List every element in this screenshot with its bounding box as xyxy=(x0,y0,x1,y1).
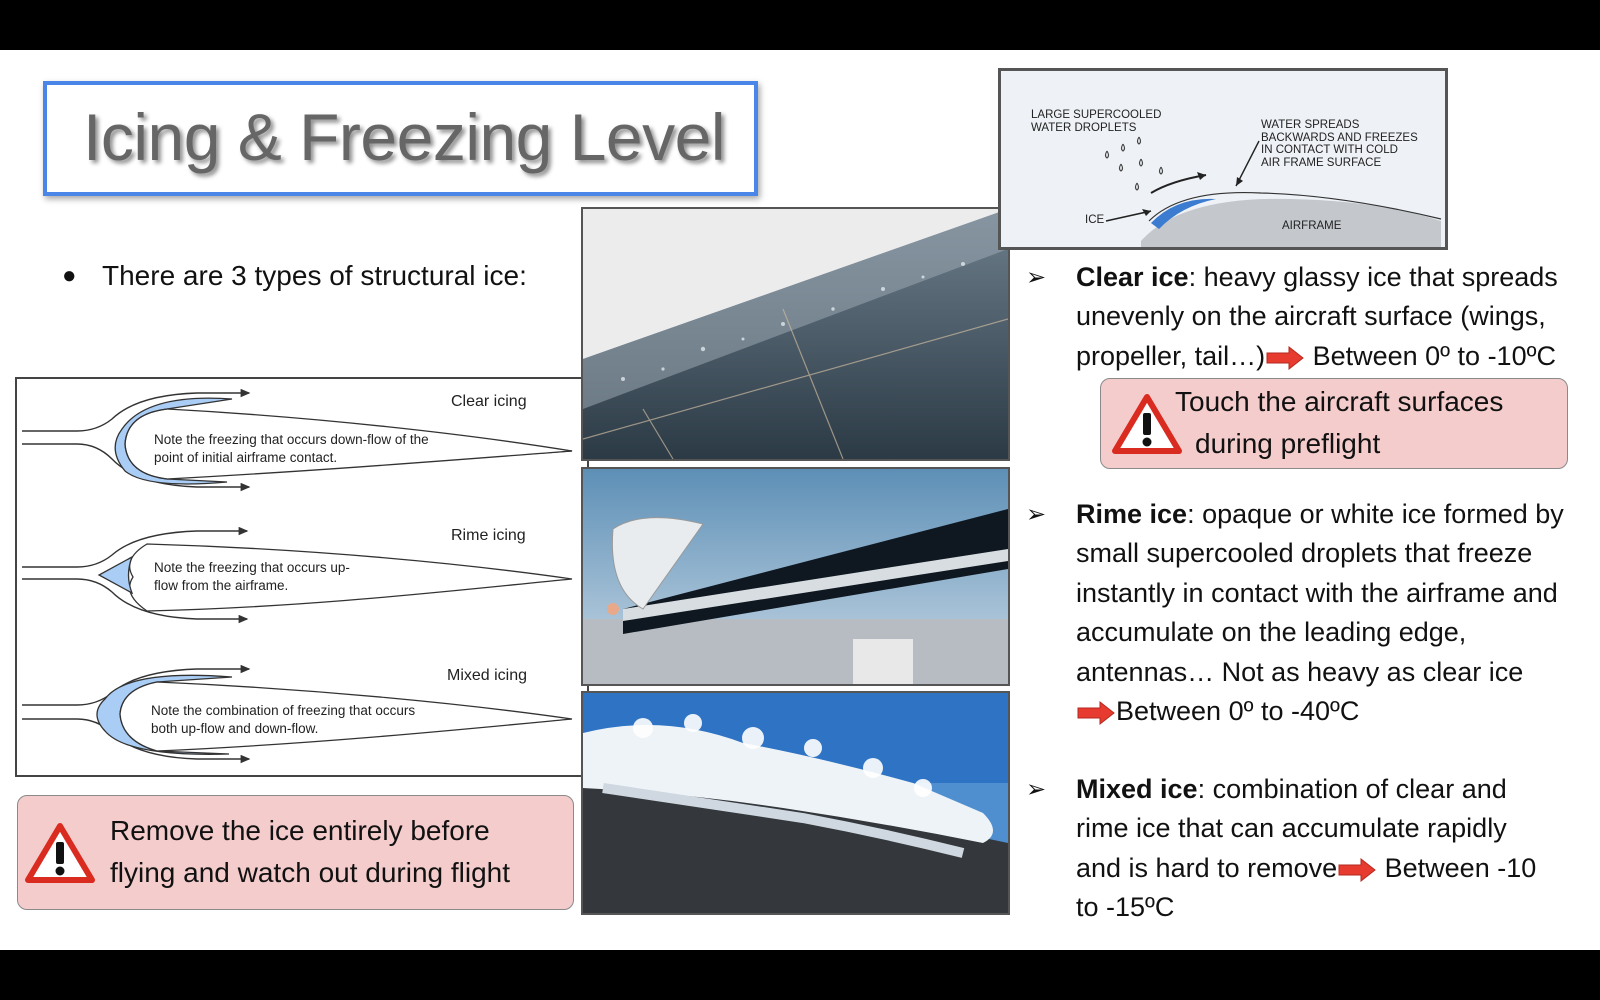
mixed-line-1 xyxy=(1076,770,1600,809)
touch-surfaces-line-1: Touch the aircraft surfaces xyxy=(1175,386,1504,417)
airframe-label: AIRFRAME xyxy=(1282,220,1342,232)
rime-icing-note xyxy=(154,559,350,595)
clear-note-line-2: point of initial airframe contact. xyxy=(154,450,338,465)
rime-line-1 xyxy=(1076,495,1600,534)
touch-surfaces-line-2: during preflight xyxy=(1195,428,1381,459)
rime-note-line-1: Note the freezing that occurs up- xyxy=(154,560,350,575)
remove-ice-text xyxy=(110,810,510,894)
clear-ice-term: Clear ice xyxy=(1076,262,1189,292)
mixed-text-3: and is hard to remove xyxy=(1076,852,1338,883)
rime-line-6 xyxy=(1076,692,1600,731)
rime-text-3: instantly in contact with the airframe and xyxy=(1076,577,1558,608)
mixed-line-3 xyxy=(1076,849,1600,888)
rime-note-line-2: flow from the airframe. xyxy=(154,578,289,593)
warning-icon xyxy=(24,822,96,884)
warning-icon xyxy=(1111,393,1183,455)
mixed-ice-term: Mixed ice xyxy=(1076,774,1198,804)
mixed-ice-photo xyxy=(581,691,1010,915)
clear-ice-body xyxy=(1076,258,1600,376)
rime-ice-body xyxy=(1076,495,1600,731)
mixed-range-2: to -15ºC xyxy=(1076,892,1175,923)
remove-ice-line-1: Remove the ice entirely before xyxy=(110,815,490,846)
clear-line-3 xyxy=(1076,337,1600,376)
red-arrow-icon xyxy=(1076,701,1116,725)
rime-text-1: : opaque or white ice formed by xyxy=(1187,499,1564,529)
clear-text-2: unevenly on the aircraft surface (wings, xyxy=(1076,301,1546,332)
red-arrow-icon xyxy=(1337,858,1377,882)
page-title: Icing & Freezing Level xyxy=(83,100,726,174)
mixed-text-2: rime ice that can accumulate rapidly xyxy=(1076,813,1507,844)
spreads-label xyxy=(1261,119,1418,169)
mixed-icing-label: Mixed icing xyxy=(447,667,528,684)
clear-text-3: propeller, tail…) xyxy=(1076,340,1266,371)
mixed-range: Between -10 xyxy=(1377,852,1537,883)
bullet-dot: ● xyxy=(62,262,77,289)
clear-note-line-1: Note the freezing that occurs down-flow of the xyxy=(154,432,429,447)
arrow-bullet: ➢ xyxy=(1026,264,1047,291)
remove-ice-warning xyxy=(17,795,574,910)
clear-range: Between 0º to -10ºC xyxy=(1305,340,1556,371)
clear-ice-schematic xyxy=(998,68,1448,250)
spreads-line-3: IN CONTACT WITH COLD xyxy=(1261,144,1398,156)
mixed-ice-body xyxy=(1076,770,1600,928)
clear-icing-label: Clear icing xyxy=(451,393,527,410)
mixed-icing-note xyxy=(151,702,415,738)
clear-icing-note xyxy=(154,431,429,467)
rime-ice-photo xyxy=(581,467,1010,686)
spreads-line-1: WATER SPREADS xyxy=(1261,119,1360,131)
icing-types-diagram xyxy=(15,377,589,777)
touch-surfaces-warning xyxy=(1100,378,1568,469)
slide xyxy=(0,50,1600,950)
droplets-line-1: LARGE SUPERCOOLED xyxy=(1031,109,1162,121)
title-box xyxy=(43,81,758,196)
spreads-line-4: AIR FRAME SURFACE xyxy=(1261,156,1382,169)
intro-text: There are 3 types of structural ice: xyxy=(102,260,527,291)
remove-ice-line-2: flying and watch out during flight xyxy=(110,857,511,888)
mixed-text-1: : combination of clear and xyxy=(1197,774,1507,804)
rime-range: Between 0º to -40ºC xyxy=(1116,696,1360,727)
mixed-note-line-1: Note the combination of freezing that occurs xyxy=(151,703,416,718)
rime-ice-term: Rime ice xyxy=(1076,499,1188,529)
clear-text-1: : heavy glassy ice that spreads xyxy=(1188,262,1558,292)
rime-icing-label: Rime icing xyxy=(451,527,526,544)
mixed-note-line-2: both up-flow and down-flow. xyxy=(151,721,319,736)
droplets-label xyxy=(1031,109,1161,135)
clear-ice-photo xyxy=(581,207,1010,461)
rime-text-4: accumulate on the leading edge, xyxy=(1076,617,1467,648)
droplets-line-2: WATER DROPLETS xyxy=(1031,122,1137,134)
rime-text-2: small supercooled droplets that freeze xyxy=(1076,538,1533,569)
rime-text-5: antennas… Not as heavy as clear ice xyxy=(1076,656,1524,687)
red-arrow-icon xyxy=(1265,346,1305,370)
ice-label: ICE xyxy=(1085,214,1105,226)
arrow-bullet: ➢ xyxy=(1026,501,1047,528)
spreads-line-2: BACKWARDS AND FREEZES xyxy=(1261,131,1418,144)
clear-line-1 xyxy=(1076,258,1600,297)
arrow-bullet: ➢ xyxy=(1026,776,1047,803)
